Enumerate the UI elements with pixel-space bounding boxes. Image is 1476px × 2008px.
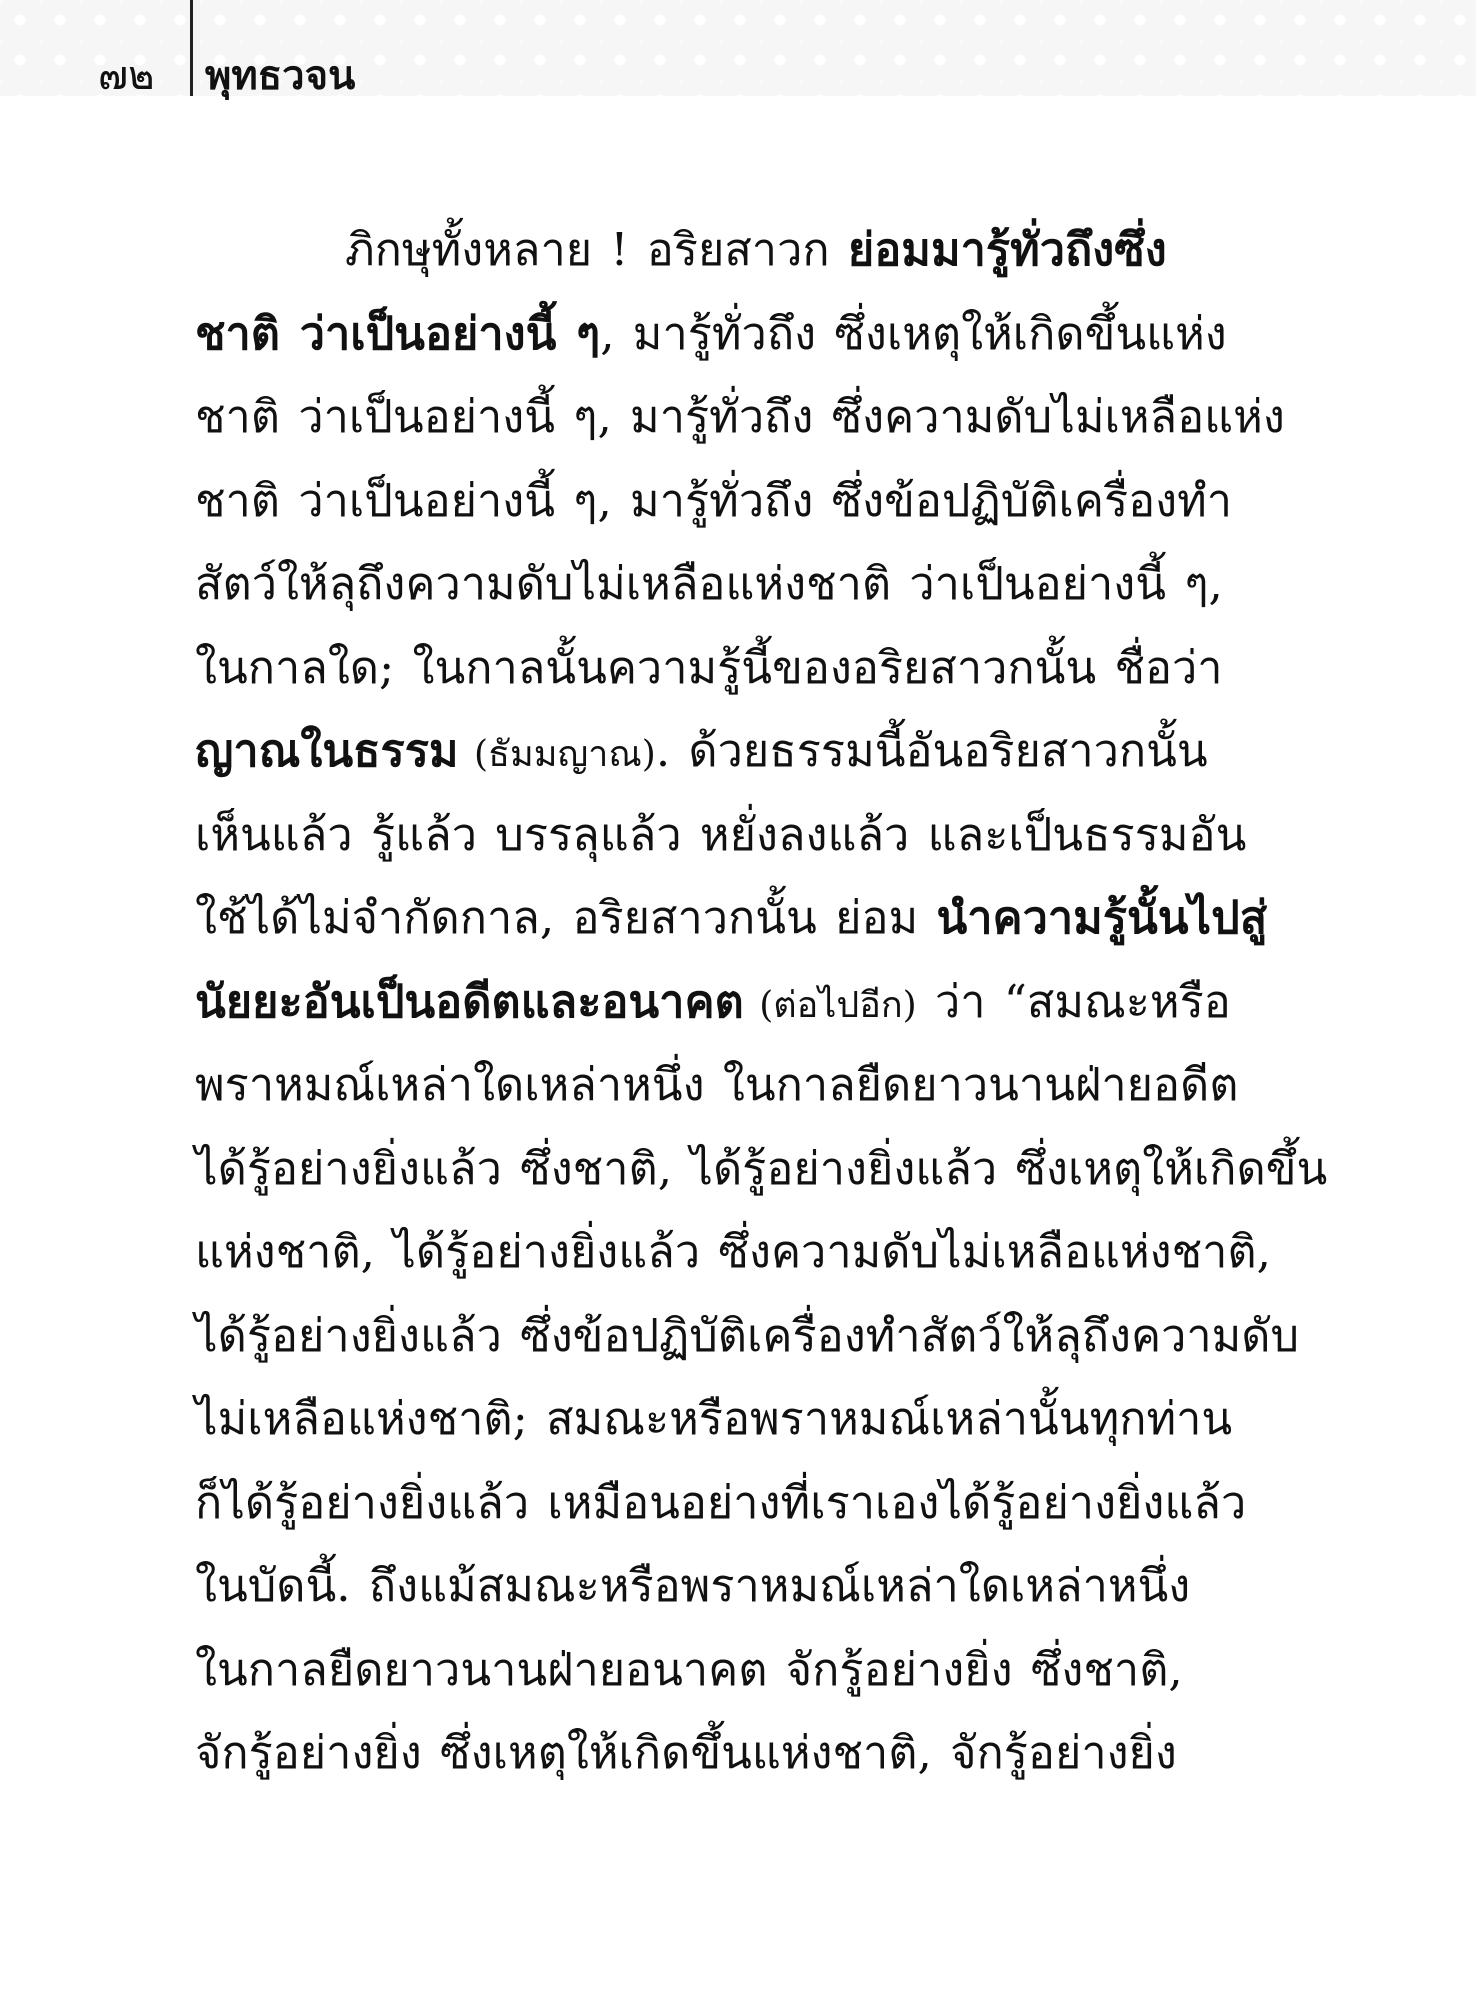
text-segment: ไม่เหลือแห่งชาติ; สมณะหรือพราหมณ์เหล่านั้นทุกท่าน — [195, 1392, 1233, 1445]
text-line — [195, 375, 1285, 459]
text-line — [195, 459, 1233, 543]
text-line — [195, 1544, 1205, 1628]
text-segment: ในกาลยืดยาวนานฝ่ายอนาคต จักรู้อย่างยิ่ง ซึ่งชาติ, — [195, 1642, 1183, 1696]
text-line — [195, 1461, 1247, 1545]
text-line — [195, 876, 1268, 960]
text-segment: ชาติ ว่าเป็นอย่างนี้ ๆ, มารู้ทั่วถึง ซึ่งความดับไม่เหลือแห่ง — [195, 390, 1285, 443]
text-line — [195, 1210, 1271, 1294]
text-segment: (ธัมมญาณ) — [458, 734, 656, 775]
text-line — [195, 292, 1227, 376]
text-segment: แห่งชาติ, ได้รู้อย่างยิ่งแล้ว ซึ่งความดับไม่เหลือแห่งชาติ, — [195, 1225, 1271, 1278]
body-text — [195, 208, 1328, 1795]
text-segment: เห็นแล้ว รู้แล้ว บรรลุแล้ว หยั่งลงแล้ว และเป็นธรรมอัน — [195, 807, 1247, 861]
text-line — [195, 1711, 1205, 1795]
text-segment: ใช้ได้ไม่จำกัดกาล, อริยสาวกนั้น ย่อม — [195, 891, 937, 944]
page-number: ๗๒ — [98, 53, 155, 99]
text-line — [195, 626, 1223, 710]
text-segment: ได้รู้อย่างยิ่งแล้ว ซึ่งข้อปฏิบัติเครื่องทำสัตว์ให้ลุถึงความดับ — [195, 1308, 1300, 1362]
text-segment: ก็ได้รู้อย่างยิ่งแล้ว เหมือนอย่างที่เราเองได้รู้อย่างยิ่งแล้ว — [195, 1475, 1247, 1529]
text-segment: ในกาลใด; ในกาลนั้นความรู้นี้ของอริยสาวกนั้น ชื่อว่า — [195, 640, 1223, 694]
running-title: พุทธวจน — [205, 52, 356, 99]
text-segment: สัตว์ให้ลุถึงความดับไม่เหลือแห่งชาติ ว่าเป็นอย่างนี้ ๆ, — [195, 557, 1223, 610]
text-segment: ในบัดนี้. ถึงแม้สมณะหรือพราหมณ์เหล่าใดเหล่าหนึ่ง — [195, 1559, 1191, 1612]
text-segment: . ด้วยธรรมนี้อันอริยสาวกนั้น — [655, 724, 1208, 777]
text-line — [195, 1377, 1233, 1461]
text-segment: พราหมณ์เหล่าใดเหล่าหนึ่ง ในกาลยืดยาวนานฝ่ายอดีต — [195, 1058, 1239, 1111]
text-segment: ภิกษุทั้งหลาย ! อริยสาวก — [345, 223, 848, 276]
bold-text-segment: ชาติ ว่าเป็นอย่างนี้ ๆ — [195, 306, 601, 360]
bold-text-segment: ย่อมมารู้ทั่วถึงซึ่ง — [847, 223, 1167, 276]
text-line — [195, 1628, 1205, 1712]
text-line — [195, 1043, 1239, 1127]
text-segment: (ต่อไปอีก) — [743, 984, 917, 1026]
bold-text-segment: ญาณในธรรม — [195, 724, 459, 777]
text-line — [195, 208, 1205, 292]
text-line — [195, 1294, 1300, 1378]
text-segment: ว่า “สมณะหรือ — [916, 974, 1231, 1028]
text-segment: ได้รู้อย่างยิ่งแล้ว ซึ่งชาติ, ได้รู้อย่างยิ่งแล้ว ซึ่งเหตุให้เกิดขึ้น — [195, 1141, 1328, 1195]
text-line — [195, 542, 1223, 626]
text-segment: ชาติ ว่าเป็นอย่างนี้ ๆ, มารู้ทั่วถึง ซึ่งข้อปฏิบัติเครื่องทำ — [195, 473, 1233, 527]
bold-text-segment: นัยยะอันเป็นอดีตและอนาคต — [195, 974, 744, 1028]
bold-text-segment: นำความรู้นั้นไปสู่ — [936, 891, 1268, 944]
text-line — [195, 709, 1208, 793]
text-line — [195, 960, 1231, 1044]
header-divider — [190, 0, 193, 96]
text-segment: จักรู้อย่างยิ่ง ซึ่งเหตุให้เกิดขึ้นแห่งชาติ, จักรู้อย่างยิ่ง — [195, 1726, 1177, 1779]
text-line — [195, 1127, 1328, 1211]
text-line — [195, 793, 1247, 877]
text-segment: , มารู้ทั่วถึง ซึ่งเหตุให้เกิดขึ้นแห่ง — [600, 306, 1227, 360]
